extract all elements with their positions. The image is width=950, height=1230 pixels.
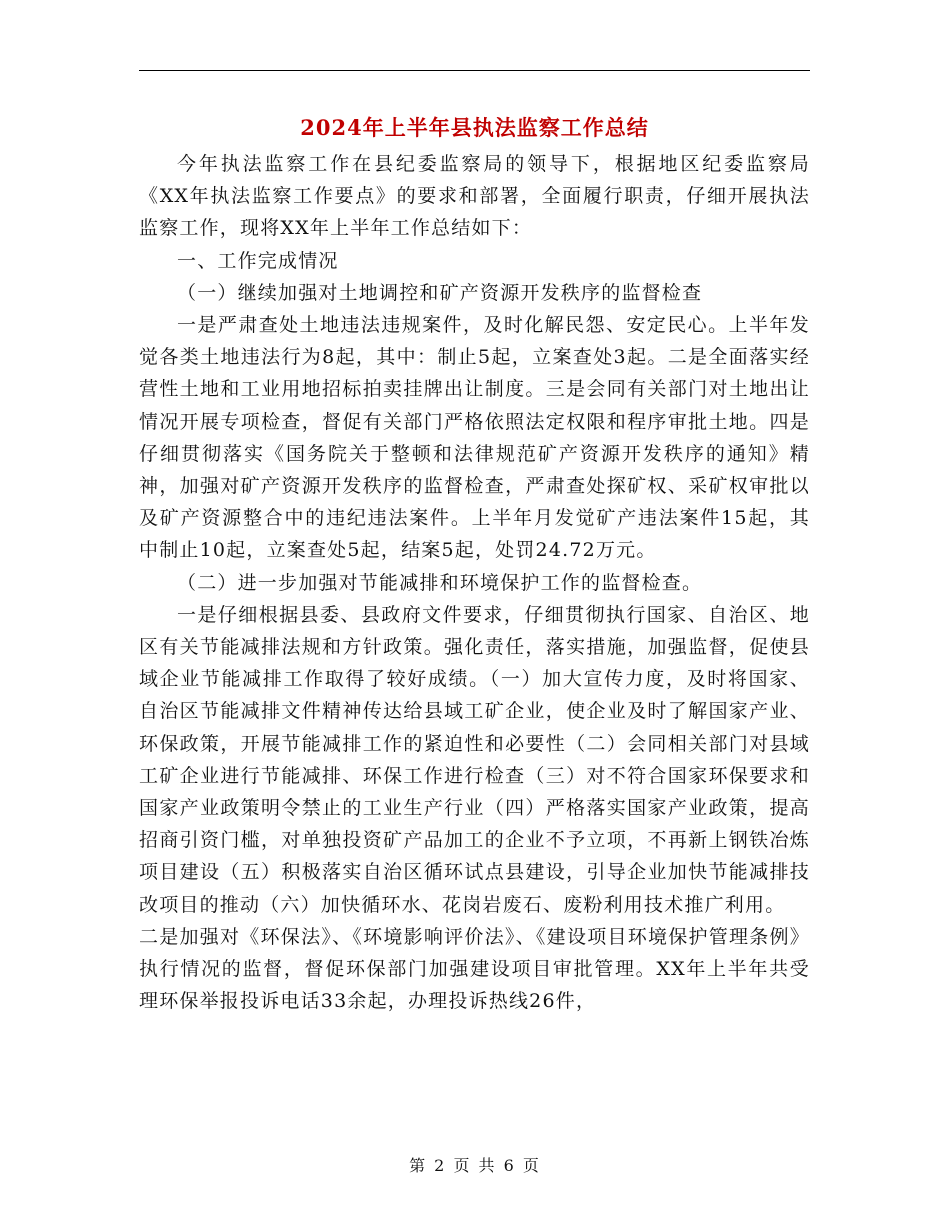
paragraph-intro: 今年执法监察工作在县纪委监察局的领导下，根据地区纪委监察局《XX年执法监察工作要点》的要求和部署，全面履行职责，仔细开展执法监察工作，现将XX年上半年工作总结如下：	[139, 153, 810, 240]
subsection-heading-1: （一）继续加强对土地调控和矿产资源开发秩序的监督检查	[177, 281, 703, 304]
document-title: 2024年上半年县执法监察工作总结	[300, 115, 649, 140]
subsection-heading-2: （二）进一步加强对节能减排和环境保护工作的监督检查。	[177, 571, 703, 594]
document-body	[139, 148, 810, 1017]
paragraph-environmental: 二是加强对《环保法》、《环境影响评价法》、《建设项目环境保护管理条例》执行情况的监督，督促环保部门加强建设项目审批管理。XX年上半年共受理环保举报投诉电话33余起，办理投诉热线26件，	[139, 925, 810, 1013]
paragraph-energy-saving: 一是仔细根据县委、县政府文件要求，仔细贯彻执行国家、自治区、地区有关节能减排法规和方针政策。强化责任，落实措施，加强监督，促使县域企业节能减排工作取得了较好成绩。（一）加大宣传力度，及时将国家、自治区节能减排文件精神传达给县域工矿企业，使企业及时了解国家产业、环保政策，开展节能减排工作的紧迫性和必要性（二）会同相关部门对县域工矿企业进行节能减排、环保工作进行检查（三）对不符合国家环保要求和国家产业政策明令禁止的工业生产行业（四）严格落实国家产业政策，提高招商引资门槛，对单独投资矿产品加工的企业不予立项，不再新上钢铁冶炼项目建设（五）积极落实自治区循环试点县建设，引导企业加快节能减排技改项目的推动（六）加快循环水、花岗岩废石、废粉利用技术推广利用。	[139, 603, 810, 916]
header-rule	[139, 70, 810, 71]
paragraph-land-minerals: 一是严肃查处土地违法违规案件，及时化解民怨、安定民心。上半年发觉各类土地违法行为8起，其中：制止5起，立案查处3起。二是全面落实经营性土地和工业用地招标拍卖挂牌出让制度。三是会同有关部门对土地出让情况开展专项检查，督促有关部门严格依照法定权限和程序审批土地。四是仔细贯彻落实《国务院关于整顿和法律规范矿产资源开发秩序的通知》精神，加强对矿产资源开发秩序的监督检查，严肃查处探矿权、采矿权审批以及矿产资源整合中的违纪违法案件。上半年月发觉矿产违法案件15起，其中制止10起，立案查处5起，结案5起，处罚24.72万元。	[139, 314, 810, 562]
section-heading: 一、工作完成情况	[177, 249, 339, 272]
page-number: 第 2 页 共 6 页	[409, 1156, 541, 1175]
